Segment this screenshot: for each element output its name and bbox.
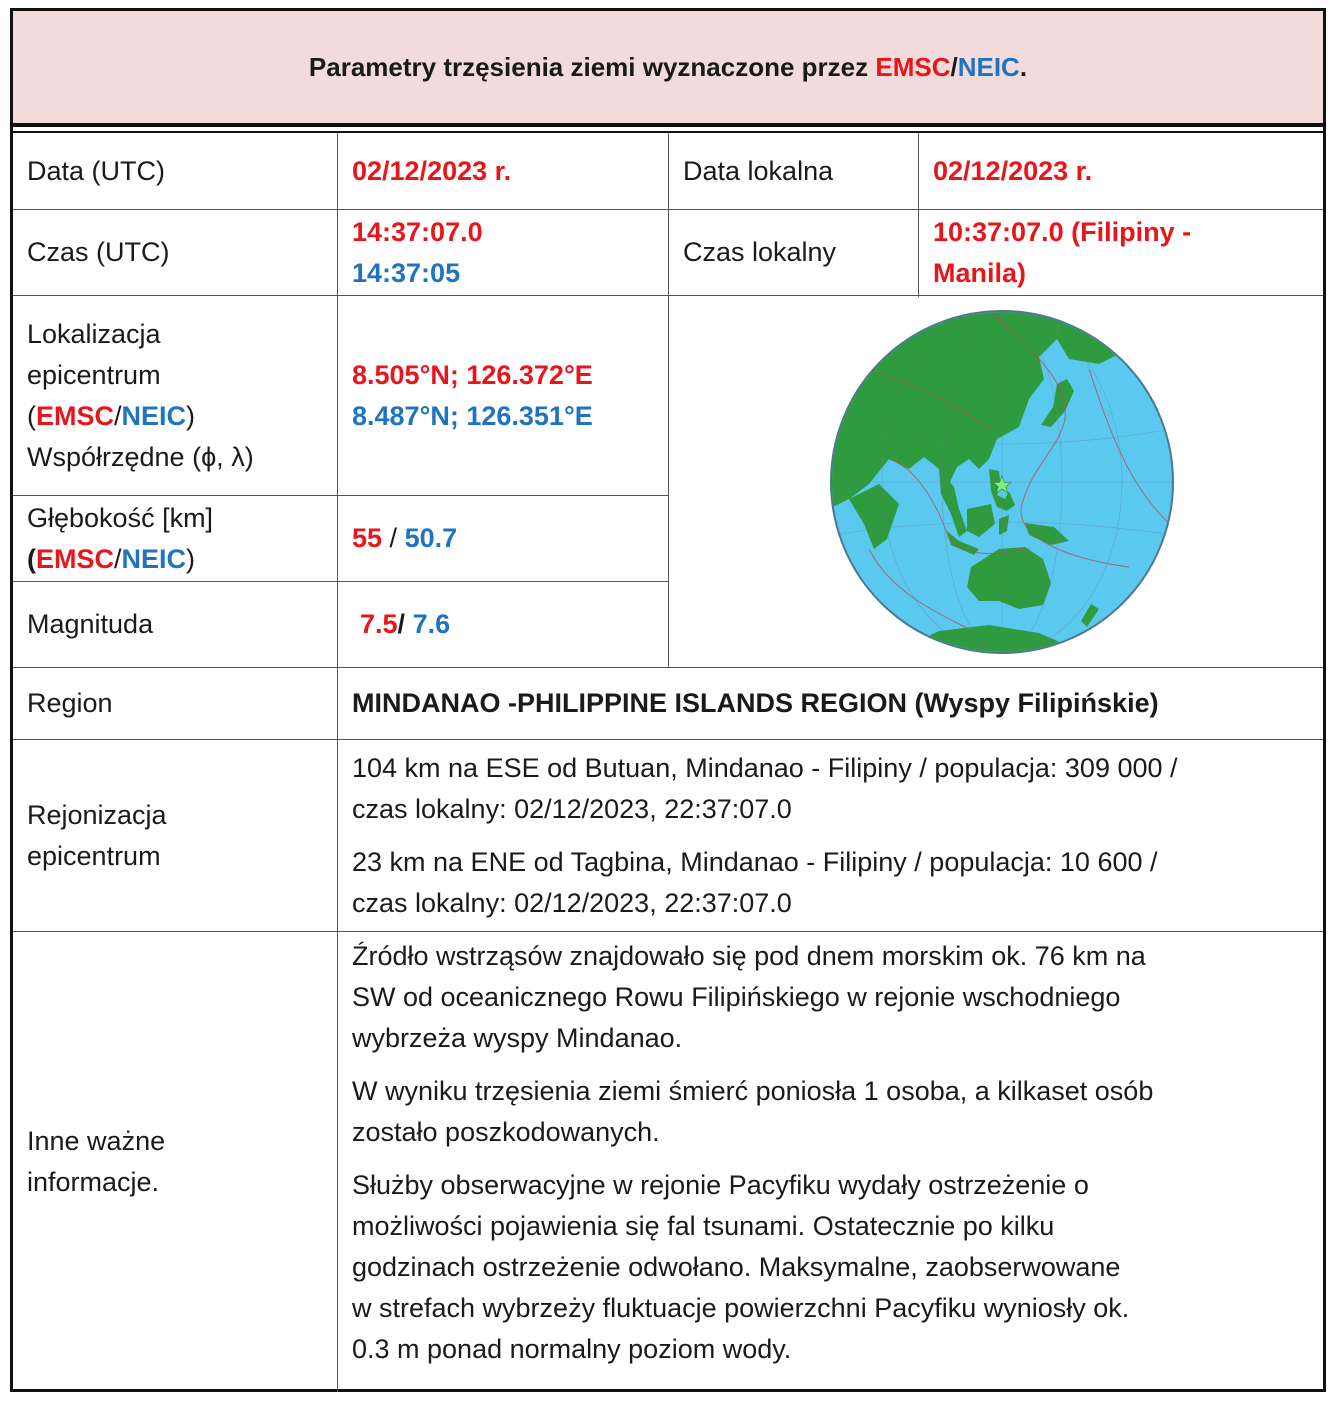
date-utc-label-text: Data (UTC) — [27, 155, 166, 186]
time-local-value — [919, 210, 1323, 295]
depth-label-line2: (EMSC/NEIC) — [27, 543, 196, 574]
time-local-line1: 10:37:07.0 (Filipiny - — [933, 216, 1192, 247]
date-local-label-text: Data lokalna — [683, 155, 834, 186]
regionalization-entry: 23 km na ENE od Tagbina, Mindanao - Filipiny / populacja: 10 600 / czas lokalny: 02/12/2023, 22:37:07.0 — [352, 846, 1158, 918]
region-value-text: MINDANAO -PHILIPPINE ISLANDS REGION (Wyspy Filipińskie) — [352, 688, 1159, 718]
time-utc-emsc: 14:37:07.0 — [352, 216, 483, 247]
time-utc-value — [338, 210, 668, 295]
location-label-line3: (EMSC/NEIC) — [27, 400, 196, 431]
depth-label — [13, 496, 337, 581]
other-info-label-line2: informacje. — [27, 1167, 160, 1197]
date-utc-value-text: 02/12/2023 r. — [352, 155, 512, 186]
other-info-value — [338, 932, 1323, 1392]
info-paragraph-casualties: W wyniku trzęsienia ziemi śmierć poniosła 1 osoba, a kilkaset osób zostało poszkodowanych. — [352, 1076, 1154, 1147]
header-divider-thick — [13, 123, 1323, 127]
location-label — [13, 296, 337, 495]
header-period: . — [1019, 51, 1028, 82]
region-label — [13, 668, 337, 739]
time-utc-neic: 14:37:05 — [352, 257, 461, 288]
time-local-line2: Manila) — [933, 257, 1027, 288]
location-label-line4: Współrzędne (ϕ, λ) — [27, 441, 254, 472]
location-neic: 8.487°N; 126.351°E — [352, 400, 593, 431]
magnitude-value — [338, 582, 668, 667]
date-local-label — [669, 133, 918, 209]
location-label-line2: epicentrum — [27, 359, 161, 390]
date-utc-value — [338, 133, 668, 209]
location-label-line1: Lokalizacja — [27, 318, 161, 349]
info-paragraph-source: Źródło wstrząsów znajdowało się pod dnem morskim ok. 76 km na SW od oceanicznego Rowu Filipińskiego w rejonie wschodniego wybrzeża wyspy Mindanao. — [352, 941, 1146, 1053]
region-value — [338, 668, 1323, 739]
info-paragraph-tsunami: Służby obserwacyjne w rejonie Pacyfiku wydały ostrzeżenie o możliwości pojawienia się fal tsunami. Ostatecznie po kilku godzinach ostrzeżenie odwołano. Maksymalne, zaobserwowane w strefach wybrzeży fluktuacje powierzchni Pacyfiku wyniosły ok. 0.3 m ponad normalny poziom wody. — [352, 1170, 1130, 1364]
depth-value-line: 55 / 50.7 — [352, 523, 458, 553]
header-title-prefix: Parametry trzęsienia ziemi wyznaczone przez — [308, 51, 876, 82]
regionalization-value — [338, 740, 1323, 931]
time-utc-label-text: Czas (UTC) — [27, 237, 170, 267]
depth-label-line1: Głębokość [km] — [27, 502, 214, 533]
regionalization-label-line2: epicentrum — [27, 840, 161, 871]
date-local-value-text: 02/12/2023 r. — [933, 155, 1093, 186]
regionalization-label-line1: Rejonizacja — [27, 799, 167, 830]
region-label-text: Region — [27, 688, 113, 718]
header-emsc: EMSC — [875, 51, 951, 82]
earthquake-table — [10, 8, 1326, 1392]
regionalization-label — [13, 740, 337, 931]
time-local-label-text: Czas lokalny — [683, 237, 837, 267]
date-local-value — [919, 133, 1323, 209]
date-utc-label — [13, 133, 337, 209]
time-local-label — [669, 210, 918, 295]
other-info-label-line1: Inne ważne — [27, 1126, 166, 1156]
magnitude-label — [13, 582, 337, 667]
magnitude-value-line: 7.5/ 7.6 — [360, 609, 451, 639]
regionalization-entry: 104 km na ESE od Butuan, Mindanao - Filipiny / populacja: 309 000 / czas lokalny: 02/12/2023, 22:37:07.0 — [352, 752, 1178, 824]
location-value — [338, 296, 668, 495]
magnitude-label-text: Magnituda — [27, 609, 154, 639]
location-emsc: 8.505°N; 126.372°E — [352, 359, 593, 390]
epicenter-globe-map — [829, 309, 1175, 655]
time-utc-label — [13, 210, 337, 295]
table-header — [13, 11, 1323, 123]
header-slash: / — [950, 51, 958, 82]
header-neic: NEIC — [957, 51, 1020, 82]
depth-value — [338, 496, 668, 581]
other-info-label — [13, 932, 337, 1392]
